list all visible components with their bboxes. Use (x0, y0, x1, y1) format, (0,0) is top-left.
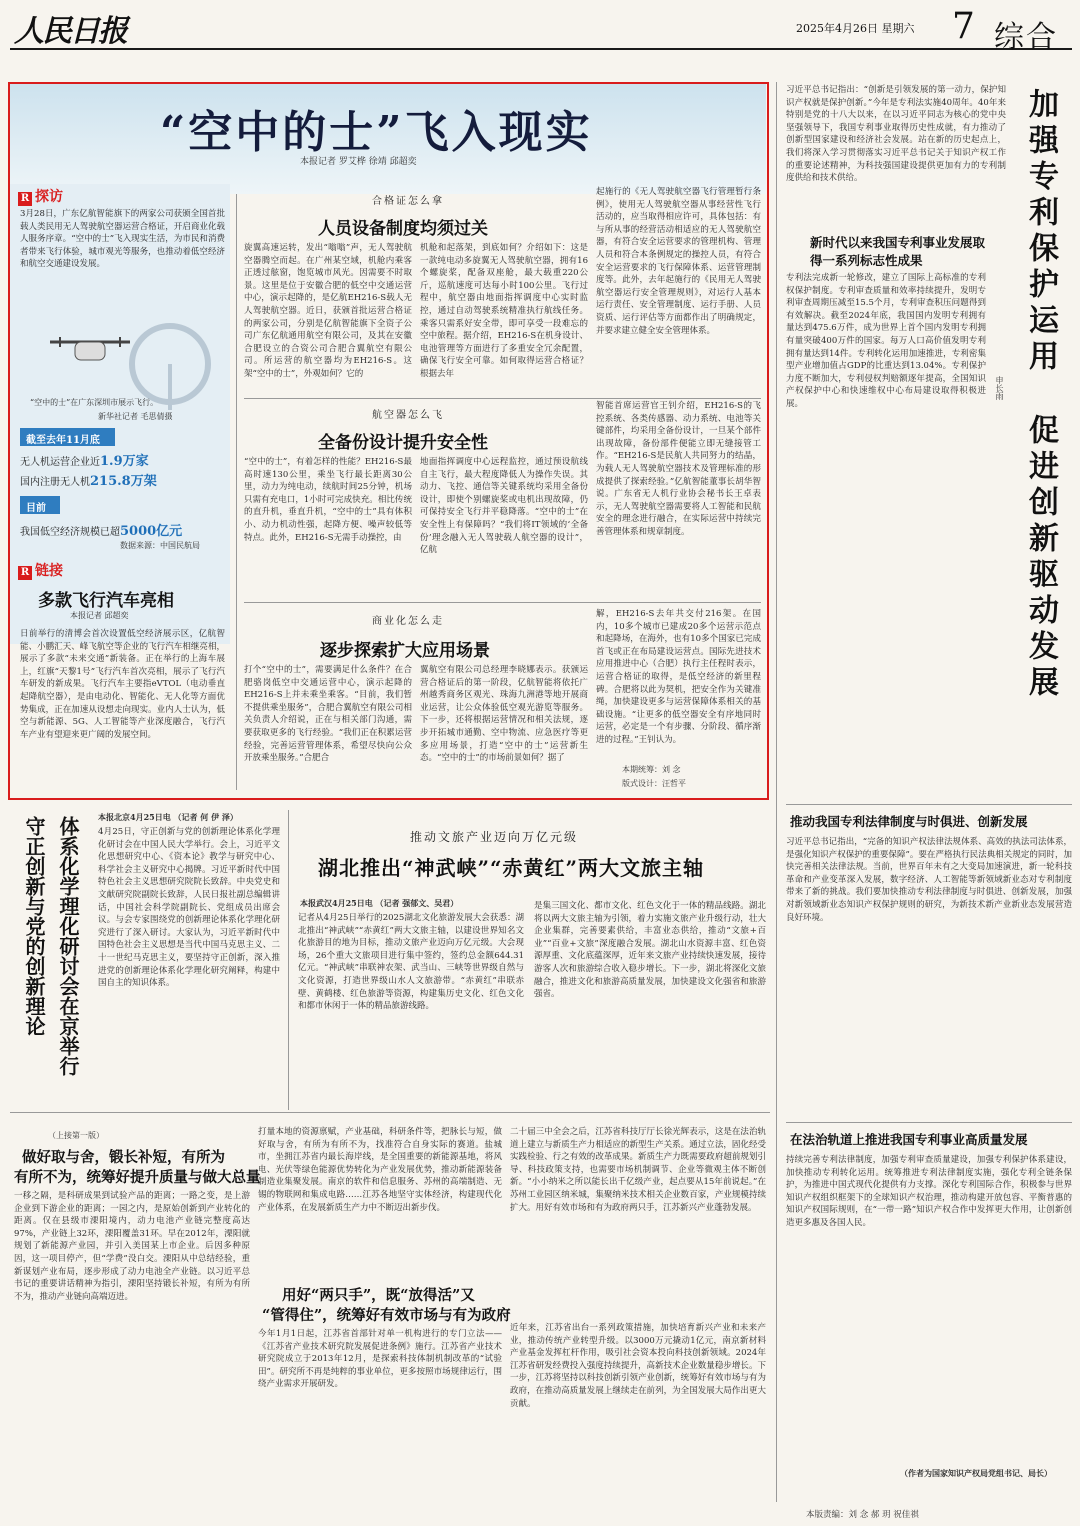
link-icon: R (18, 566, 32, 580)
right-divider-1 (786, 804, 1072, 805)
mid-center-col2: 是集三国文化、都市文化、红色文化于一体的精品线路。湖北将以两大文旅主轴为引领，着力实施文旅产业升级行动，壮大企业集群，完善要素供给，丰富业态供给，推动“文旅+百业”“百业+文旅”深度融合发展。湖北山水资源丰富、红色资源厚重、文化底蕴深厚，近年来文旅产业持续快速发展，接待游客人次和旅游综合收入稳步增长。下一步，湖北将深化文旅融合，推进文化和旅游高质量发展，加快建设文化强省和旅游强省。 (534, 901, 766, 1000)
issue-date: 2025年4月26日 星期六 (796, 22, 915, 35)
designer-credit: 版式设计：汪哲平 (622, 779, 686, 788)
section1-tag: 合格证怎么拿 (372, 196, 444, 207)
section2-col2: 地面指挥调度中心远程监控，通过预设航线自主飞行，最大程度降低人为操作失误。其动力、飞控、通信等关键系统均采用全备份设计，即使个别螺旋桨或电机出现故障，仍可保持安全飞行并平稳降落。“空中的士”在安全性上有保障吗？“我们将IT领域的‘全备份’理念融入无人驾驶载人航空器的设计”，亿航 (420, 457, 588, 556)
mid-left-text: 4月25日，守正创新与党的创新理论体系化学理化研讨会在中国人民大学举行。会上，习近平文化思想研究中心、《资本论》教学与研究中心、科学社会主义研究中心揭牌。习近平新时代中国特色社会主义思想研究院院长致辞。中央党史和文献研究院副院长致辞，人民日报社副总编辑讲话，中国社会科学院副院长、党组成员出席会议。与会专家围绕党的创新理论体系化学理化研究进行了深入研讨。大家认为，习近平新时代中国特色社会主义思想是当代中国马克思主义、二十一世纪马克思主义，要坚持守正创新，深入推进党的创新理论体系化学理化研究阐释，构建中国自主的知识体系。 (98, 827, 280, 989)
explore-text: 3月28日，广东亿航智能旗下的两家公司获颁全国首批载人类民用无人驾驶航空器运营合格证，开启商业化载人服务序章。“空中的士”飞入现实生活，为市民和消费者带来飞行体验，城市观光等服务，也推动着低空经济和航空交通建设发展。 (20, 209, 225, 270)
section-divider-2 (244, 602, 761, 603)
drone-photo (20, 302, 225, 412)
masthead (10, 4, 1072, 55)
right-sub3: 在法治轨道上推进我国专利事业高质量发展 (790, 1132, 1028, 1147)
section2-col3: 智能首席运营官王钊介绍，EH216-S的飞控系统、各类传感器、动力系统、电池等关键部件，均采用全备份设计，一旦某个部件出现故障，备份部件便能立即无缝接管工作。“EH216-S是民航人共同努力的结晶，为载人无人驾驶航空器技术及管理标准的形成提供了探索经验。”亿航智能董事长胡华智说。广东省无人机行业协会秘书长王卓表示，无人驾驶航空器需要将人工智能和民航安全的理念进行融合，在实际运营中持续完善管理体系和规章制度。 (596, 401, 761, 537)
link-byline: 本报记者 邱超奕 (70, 611, 129, 620)
mid-left-headline: 体系化学理化研讨会在京举行 (56, 816, 80, 1076)
section3-col3: 解，EH216-S去年共交付216架。在国内，10多个城市已建成20多个运营示范点和起降场，在海外，也有10多个国家已完成首飞或正在布局建设运营点。国际先进技术应用推进中心（合肥）执行主任程时表示，运营合格证的取得，是低空经济的新里程碑。合肥将以此为契机，把安全作为关键准绳，加快建设更多与运营保障体系相关的基础设施。“让更多的低空器安全有序地同时运营，必定是一个有步骤、分阶段、循序渐进的过程。”王钊认为。 (596, 609, 761, 745)
right-sub1-text: 专利法完成新一轮修改，建立了国际上高标准的专利权保护制度。专利审查质量和效率持续提升，发明专利审查周期压减至15.5个月，专利审查积压问题得到有效解决。截至2024年底，我国国内发明专利拥有量达到475.6万件，成为世界上首个国内发明专利拥有量突破400万件的国家。每万人口高价值发明专利拥有量达到14件。专利转化运用加速推进，专利密集型产业增加值占GDP的比重达到13.04%。专利保护力度不断加大，专利侵权判赔额逐年提高，全国知识产权保护中心和快速维权中心布局建设取得积极进展。 (786, 273, 986, 409)
explore-tag: R 探访 (18, 186, 63, 206)
feature-article (8, 82, 769, 800)
page-number: 7 (952, 6, 975, 47)
mid-divider (288, 810, 289, 1110)
right-headline-2: 促进创新驱动发展 (1023, 414, 1058, 702)
photo-credit: 新华社记者 毛思倩摄 (98, 412, 173, 421)
section2-headline: 全备份设计提升安全性 (318, 433, 488, 453)
section3-col2: 翼航空有限公司总经理李晓娜表示。获颁运营合格证后的第一阶段，亿航智能将依托广州越秀商务区观光、珠海九洲港等地开展商业运营，让公众体验低空观光游览等服务。下一步，还将根据运营情况和相关法规，逐步开拓城市通勤、空中物流、应急医疗等更多应用场景，打造“空中的士”运营新生态。“空中的士”的市场前景如何？据了 (420, 665, 588, 764)
right-sub2: 推动我国专利法律制度与时俱进、创新发展 (790, 814, 1028, 829)
editor-credit: 本期统筹：刘 念 (622, 765, 681, 774)
link-tag: R 链接 (18, 560, 63, 580)
bottom-col3: 二十届三中全会之后，江苏省科技厅厅长徐光辉表示，这是在法治轨道上建立与新质生产力相适应的新型生产关系。通过立法，固化经受实践检验、行之有效的改革成果。新质生产力既需要政府超前规划引导、科技政策支持，也需要市场机制调节、企业等微观主体不断创新。“小小纳米之所以能长出千亿级产业，起点要从15年前说起。”在苏州工业园区纳米城，集聚纳米技术相关企业数百家，产业规模持续扩大。用好有效市场和有为政府两只手，江苏新兴产业蓬勃发展。 (510, 1127, 766, 1213)
right-headline-1: 加强专利保护运用 (1023, 88, 1058, 376)
right-author: 申长雨 (995, 376, 1004, 400)
mid-left-subhead: 守正创新与党的创新理论 (22, 816, 46, 1036)
bottom-col4: 近年来，江苏省出台一系列政策措施，加快培育新兴产业和未来产业，推动传统产业转型升级。以3000万元撬动1亿元，南京新材料产业基金发挥杠杆作用，吸引社会资本投向科技创新领域。2024年江苏省研发经费投入强度持续提升，高新技术企业数量稳步增长。下一步，江苏将坚持以科技创新引领产业创新，统筹好有效市场与有为政府，在推动高质量发展上继续走在前列，为全国发展大局作出更大贡献。 (510, 1323, 766, 1409)
stat-source: 数据来源：中国民航局 (120, 541, 200, 550)
bottom-headline-2a: 用好“两只手”，既“放得活”又 (282, 1287, 475, 1304)
bottom-col1: 一移之隔，是科研成果到试验产品的距离；一路之变，是上游企业到下游企业的距离；一园之内，是原始创新到产业转化的距离。仅在县级市溧阳境内，动力电池产业链完整度高达97%，产业链上32环，溧阳覆盖31环。早在2012年，溧阳就规划了新能源产业园，并引入美国某上市企业。后因多种原因，这一项目停产，但“学费”没白交。溧阳从中总结经验，重新谋划产业布局，逐步形成了动力电池全产业链。以习近平总书记的重要讲话精神为指引，溧阳坚持锻长补短，有所为有所不为，推动产业链向高端迈进。 (14, 1191, 250, 1302)
right-divider-2 (786, 1122, 1072, 1123)
section1-headline: 人员设备制度均须过关 (318, 219, 488, 239)
right-sub3-text: 持续完善专利法律制度，加强专利审查质量建设，加强专利保护体系建设，加快推动专利转化运用。统筹推进专利法律制度实施，强化专利全链条保护，为推进中国式现代化提供有力支撑。深化专利国际合作，积极参与世界知识产权组织框架下的全球知识产权治理，推动构建开放包容、平衡普惠的知识产权国际规则，在“一带一路”知识产权合作中发挥更大作用，让创新创造更多惠及各国人民。 (786, 1155, 1072, 1228)
section1-col2: 机舱和起落架，到底如何？介绍如下：这是一款纯电动多旋翼无人驾驶航空器，拥有16个螺旋桨，配备双座舱，最大载重220公斤，巡航速度可达每小时100公里。飞行过程中，航空器由地面指挥调度中心实时监控，通过自动驾驶系统精准执行航线任务。乘客只需系好安全带，即可享受一段难忘的空中旅程。据介绍，EH216-S在机身设计、电池管理等方面进行了多重安全冗余配置，确保飞行安全可靠。如何取得运营合格证？根据去年 (420, 243, 588, 379)
report-icon: R (18, 192, 32, 206)
newspaper-logo: 人民日报 (14, 14, 126, 49)
link-headline: 多款飞行汽车亮相 (38, 591, 174, 611)
right-sub2-text: 习近平总书记指出，“完备的知识产权法律法规体系、高效的执法司法体系，是强化知识产权保护的重要保障”。要在严格执行民法典相关规定的同时，加快完善相关法律法规。当前，世界百年未有之大变局加速演进，新一轮科技革命和产业变革深入发展，数字经济、人工智能等新领域新业态对专利制度带来了新的挑战。我们要加快推动专利法律制度与时俱进、创新发展，加强对新领域新业态知识产权保护规则的研究，为新技术新产业新业态发展营造良好环境。 (786, 837, 1072, 923)
stat-label-1: 截至去年11月底 (20, 428, 115, 446)
mid-left-dateline: 本报北京4月25日电 （记者 何 伊 泽） (98, 812, 238, 822)
bottom-col2b: 今年1月1日起，江苏省首部针对单一机构进行的专门立法——《江苏省产业技术研究院发展促进条例》施行。江苏省产业技术研究院成立于2013年12月，是探索科技体制机制改革的“试验田”。研究所不再是纯粹的事业单位，更多按照市场规律运行，围绕产业需求开展研发。 (258, 1329, 502, 1390)
mid-center-tag: 推动文旅产业迈向万亿元级 (410, 830, 579, 844)
link-text: 日前举行的清博会首次设置低空经济展示区，亿航智能、小鹏汇天、峰飞航空等企业的飞行汽车相继亮相，展示了多款“未来交通”新装备。正在举行的上海车展上，红旗“天黎1号”飞行汽车首次亮相，展示了飞行汽车研发的新成果。飞行汽车主要指eVTOL（电动垂直起降航空器），是由电动化、智能化、无人化等方面优势集成，正在加速从设想走向现实。业内人士认为，低空与新能源、5G、人工智能等产业深度融合，飞行汽车产业有望迎来更广阔的发展空间。 (20, 629, 225, 740)
continued-note: （上接第一版） (48, 1131, 104, 1140)
mid-center-col1: 记者从4月25日举行的2025湖北文化旅游发展大会获悉：湖北推出“神武峡”“赤黄红”两大文旅主轴，以建设世界知名文化旅游目的地为目标，推动文旅产业迈向万亿元级。大会现场，26个重大文旅项目进行集中签约，签约总金额644.31亿元。“神武峡”串联神农架、武当山、三峡等世界级自然与文化资源，打造世界级山水人文旅游带。“赤黄红”串联赤壁、黄鹤楼、红色旅游等资源，构建集历史文化、红色文化和都市休闲于一体的精品旅游线路。 (298, 913, 524, 1012)
section3-headline: 逐步探索扩大应用场景 (320, 641, 490, 661)
right-intro: 习近平总书记指出：“创新是引领发展的第一动力，保护知识产权就是保护创新。”今年是专利法实施40周年。40年来特别是党的十八大以来，在以习近平同志为核心的党中央坚强领导下，我国专利事业取得历史性成就，有力推动了创新型国家建设和经济社会发展。站在新的历史起点上，我们将深入学习贯彻落实习近平总书记关于知识产权工作的重要论述精神，为科技强国建设提供更加有力的专利制度供给和技术供给。 (786, 85, 1006, 184)
right-signature: （作者为国家知识产权局党组书记、局长） (900, 1468, 1052, 1478)
section3-tag: 商业化怎么走 (372, 616, 444, 627)
feature-headline: “空中的士”飞入现实 (160, 107, 593, 158)
mid-center-dateline: 本报武汉4月25日电 （记者 强郁文、吴君） (300, 898, 459, 908)
column-divider (236, 194, 237, 790)
section-name: 综合 (994, 20, 1058, 55)
stat-registered-drones: 国内注册无人机215.8万架 (20, 474, 157, 489)
photo-caption: “空中的士”在广东深圳市展示飞行。 (30, 398, 159, 407)
section3-col1: 打个“空中的士”，需要满足什么条件？在合肥骆岗低空中交通运营中心，演示起降的EH216-S上并未乘坐乘客。“目前，我们暂不提供乘坐服务”，合肥合翼航空有限公司相关负责人介绍说，正在与相关部门沟通，需要获取更多的飞行经验。“我们正在积累运营经验，完善运营管理体系，希望尽快向公众开放乘坐服务。”合肥合 (244, 665, 412, 764)
stat-label-2: 目前 (20, 496, 60, 514)
bottom-divider (10, 1112, 770, 1113)
section2-tag: 航空器怎么飞 (372, 410, 444, 421)
stat-economy-scale: 我国低空经济规模已超5000亿元 (20, 524, 183, 539)
section1-col1: 旋翼高速运转，发出“嗡嗡”声，无人驾驶航空器腾空而起。在广州某空域，机舱内乘客正透过舷窗，饱览城市风光。因需要不时取景。这里是位于安徽合肥的低空中交通运营中心，演示起降的，是亿航EH216-S载人无人驾驶航空器。近日，获颁首批运营合格证的两家公司，分别是亿航智能旗下全资子公司广东亿航通用航空有限公司，及其在安徽合肥设立的合资公司合肥合翼航空有限公司。所运营的航空器均为EH216-S。这架“空中的士”，外观如何？它的 (244, 243, 412, 379)
section2-col1: “空中的士”，有着怎样的性能？EH216-S最高时速130公里，乘坐飞行最长距离30公里，动力为纯电动，续航时间25分钟，机场只需有充电口，1小时可完成快充。相比传统的直升机，垂直升机，“空中的士”具有体积小、动力机动性强，起降方便、噪声较低等特点。此外，EH216-S无需手动操控，由 (244, 457, 412, 543)
mid-center-headline: 湖北推出“神武峡”“赤黄红”两大文旅主轴 (318, 856, 705, 880)
stat-operators: 无人机运营企业近1.9万家 (20, 454, 149, 469)
section1-col3: 起施行的《无人驾驶航空器飞行管理暂行条例》，使用无人驾驶航空器从事经营性飞行活动的，应当取得相应许可，具体包括：有与所从事的经营活动相适应的无人驾驶航空器，有符合安全运营要求的管理机构、管理人员和符合本条例规定的操控人员，有符合安全运营要求的飞行保障体系、运营管理制度等。此外，去年起施行的《民用无人驾驶航空器运行安全管理规则》，对运行人基本运行责任、安全管理制度、运行手册、人员资质、运行评估等方面都作出了明确规定，并要求建立健全安全管理体系。 (596, 187, 761, 336)
right-sub1: 新时代以来我国专利事业发展取得一系列标志性成果 (810, 235, 986, 268)
feature-byline: 本报记者 罗艾桦 徐靖 邱超奕 (300, 157, 417, 167)
bottom-col2: 打量本地的资源禀赋，产业基础，科研条件等，把脉长与短，做好取与舍，有所为有所不为，找准符合自身实际的赛道。盐城市，坐拥江苏省内最长海岸线，是全国重要的新能源基地，将风电、光伏等绿色能源优势转化为产业发展优势，推动新能源装备制造业集聚发展。南京的软件和信息服务、苏州的高端制造、无锡的物联网和集成电路……江苏各地坚守实体经济，构建现代化产业体系，在发展新质生产力中不断迈出新步伐。 (258, 1127, 502, 1213)
bottom-headline-1a: 做好取与舍，锻长补短，有所为 (22, 1149, 225, 1166)
bottom-headline-1b: 有所不为，统筹好提升质量与做大总量 (14, 1169, 261, 1186)
page-footer: 本版责编：刘 念 郝 玥 祝佳祺 (806, 1510, 919, 1520)
section-divider (244, 398, 761, 399)
bottom-headline-2b: “管得住”，统筹好有效市场与有为政府 (262, 1307, 511, 1324)
right-column-divider (776, 82, 777, 1502)
